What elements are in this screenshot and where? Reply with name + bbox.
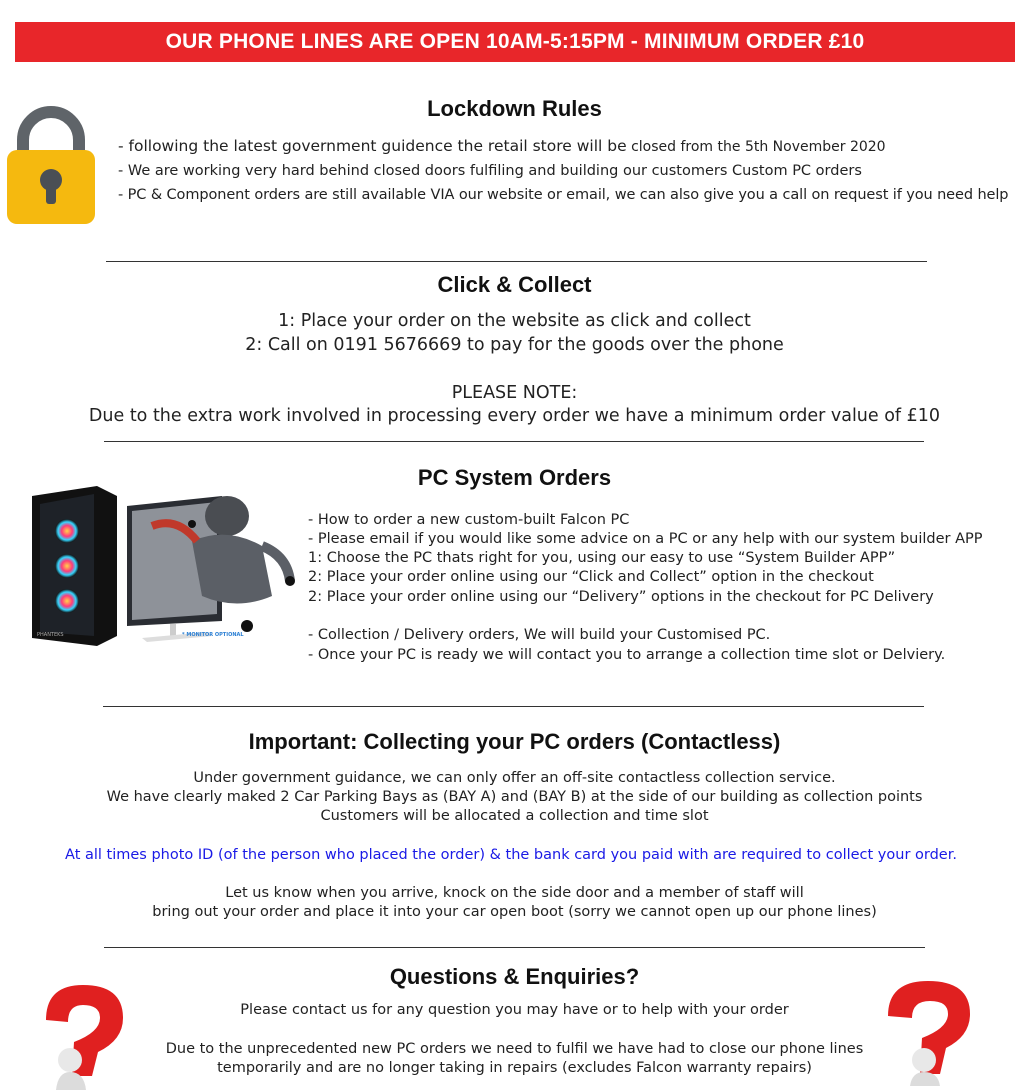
pc-line-1: - How to order a new custom-built Falcon PC — [308, 512, 630, 528]
monitor-optional-caption: * MONITOR OPTIONAL — [182, 632, 244, 638]
click-collect-step-1: 1: Place your order on the website as click and collect — [278, 311, 751, 331]
divider — [103, 706, 924, 707]
banner-text: OUR PHONE LINES ARE OPEN 10AM-5:15PM - MINIMUM ORDER £10 — [165, 30, 865, 53]
case-brand-text: PHANTEKS — [37, 632, 64, 638]
important-line-5: bring out your order and place it into your car open boot (sorry we cannot open up our phone lines) — [152, 904, 877, 920]
lockdown-line-3: - PC & Component orders are still available VIA our website or email, we can also give you a call on request if you need help — [118, 187, 1009, 203]
important-line-1: Under government guidance, we can only offer an off-site contactless collection service. — [193, 770, 836, 786]
questions-line-1: Please contact us for any question you may have or to help with your order — [240, 1002, 789, 1018]
lockdown-title: Lockdown Rules — [427, 96, 602, 121]
questions-line-2: Due to the unprecedented new PC orders we need to fulfil we have had to close our phone lines — [165, 1041, 864, 1057]
pc-line-2: - Please email if you would like some advice on a PC or any help with our system builder APP — [308, 531, 983, 547]
divider — [106, 261, 927, 262]
important-line-4: Let us know when you arrive, knock on the side door and a member of staff will — [225, 885, 804, 901]
please-note-text: Due to the extra work involved in processing every order we have a minimum order value of £10 — [88, 406, 941, 426]
click-collect-step-2: 2: Call on 0191 5676669 to pay for the goods over the phone — [245, 335, 784, 355]
pc-line-8: - Once your PC is ready we will contact you to arrange a collection time slot or Delviery. — [308, 647, 946, 663]
divider — [104, 947, 925, 948]
question-mark-left-icon — [28, 980, 138, 1090]
announcement-banner — [15, 22, 1015, 62]
lockdown-line-1-b: closed from the 5th November 2020 — [626, 139, 886, 155]
questions-title: Questions & Enquiries? — [389, 964, 640, 989]
divider — [104, 441, 924, 442]
important-title: Important: Collecting your PC orders (Contactless) — [248, 729, 781, 754]
pc-line-7: - Collection / Delivery orders, We will build your Customised PC. — [308, 627, 771, 643]
lockdown-line-1-a: - following the latest government guidence the retail store will be — [118, 137, 627, 155]
questions-line-3: temporarily and are no longer taking in repairs (excludes Falcon warranty repairs) — [217, 1060, 812, 1076]
question-mark-right-icon — [878, 976, 988, 1086]
important-line-3: Customers will be allocated a collection and time slot — [320, 808, 709, 824]
gaming-pc-image — [22, 486, 297, 646]
lockdown-line-1 — [118, 137, 886, 157]
click-collect-title: Click & Collect — [437, 272, 592, 297]
pc-line-5: 2: Place your order online using our “Delivery” options in the checkout for PC Delivery — [308, 589, 934, 605]
pc-line-4: 2: Place your order online using our “Click and Collect” option in the checkout — [308, 569, 874, 585]
lockdown-line-2: - We are working very hard behind closed doors fulfiling and building our customers Custom PC orders — [118, 163, 862, 179]
pc-orders-title: PC System Orders — [417, 465, 612, 490]
please-note-label: PLEASE NOTE: — [451, 383, 578, 403]
photo-id-notice: At all times photo ID (of the person who placed the order) & the bank card you paid with are required to collect your order. — [65, 847, 957, 863]
pc-line-3: 1: Choose the PC thats right for you, using our easy to use “System Builder APP” — [308, 550, 896, 566]
important-line-2: We have clearly maked 2 Car Parking Bays as (BAY A) and (BAY B) at the side of our building as collection points — [106, 789, 923, 805]
